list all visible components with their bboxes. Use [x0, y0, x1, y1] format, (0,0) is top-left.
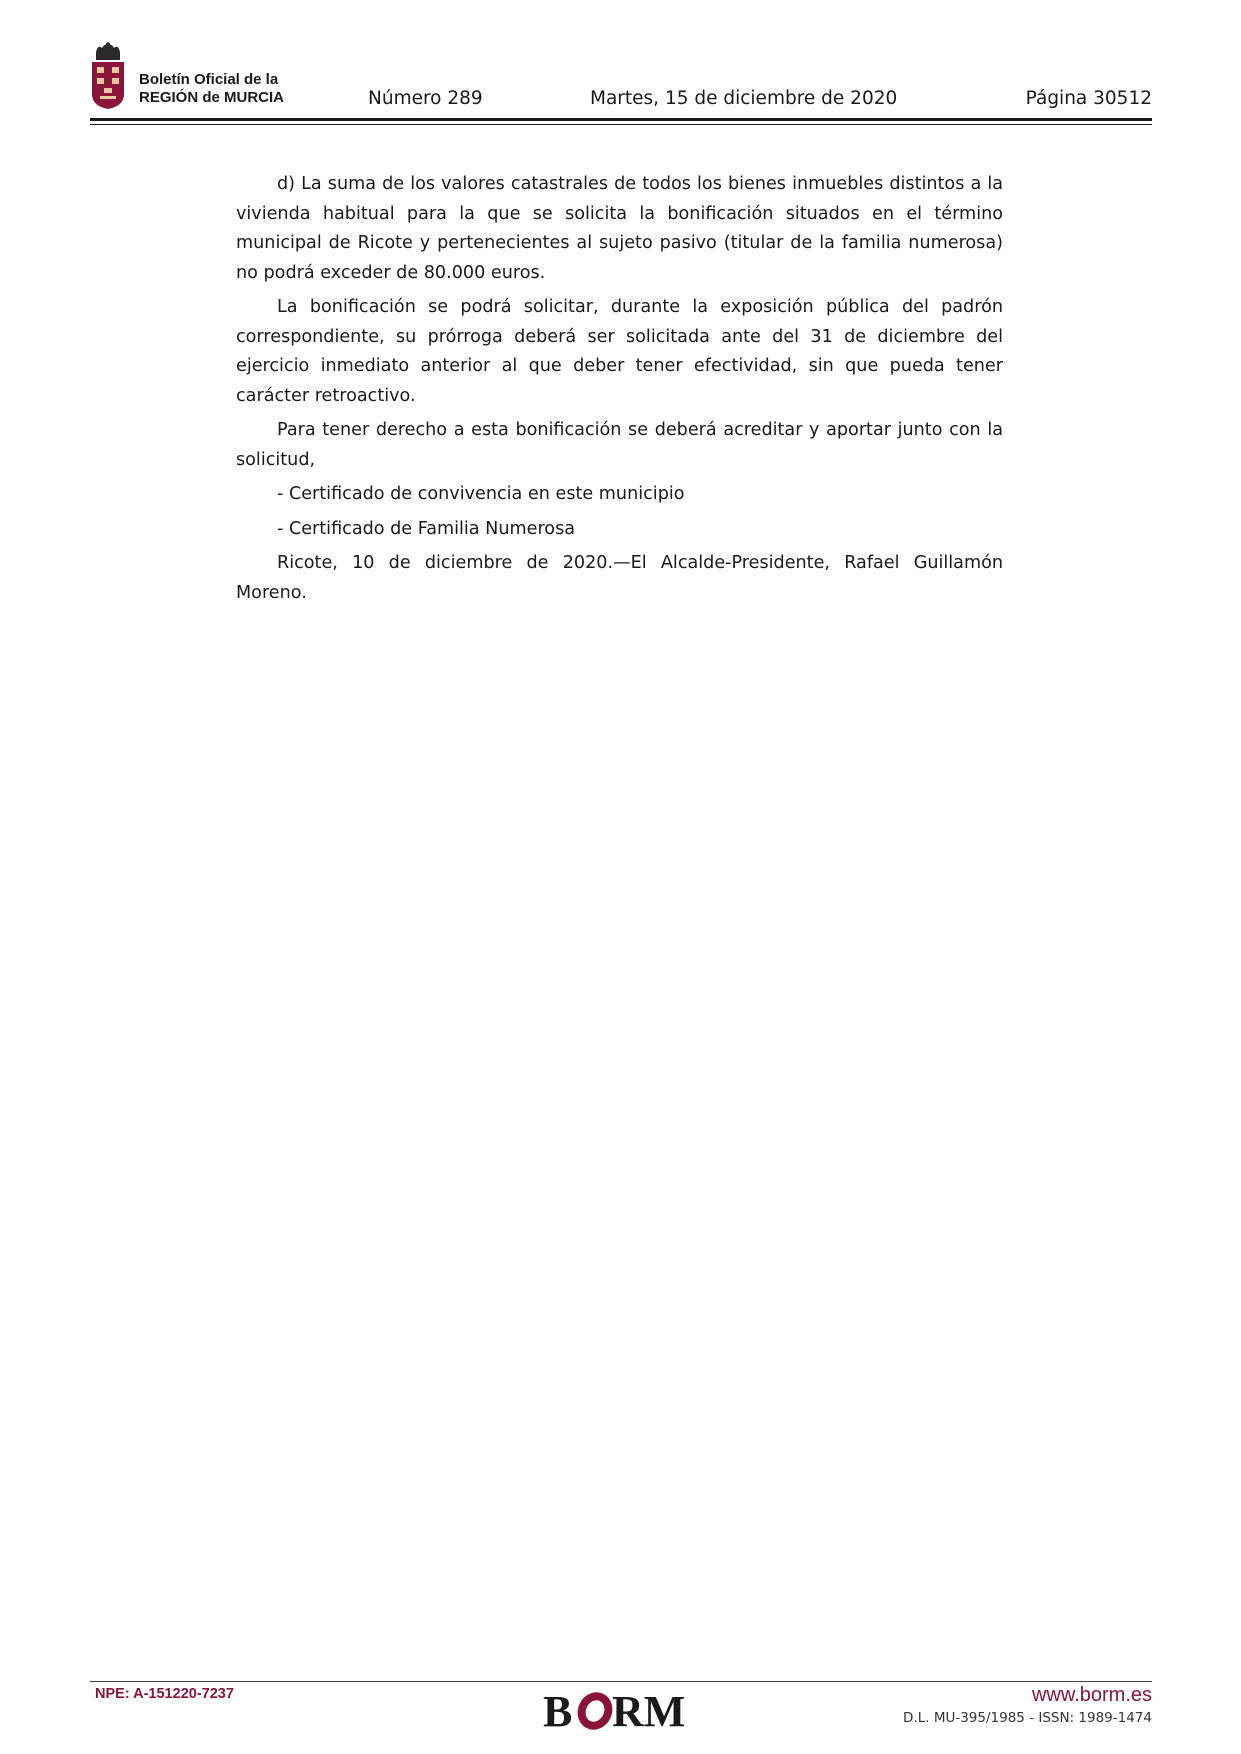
- body-list-item: - Certificado de convivencia en este municipio: [277, 484, 685, 504]
- legal-deposit: D.L. MU-395/1985 - ISSN: 1989-1474: [903, 1710, 1152, 1726]
- page-header: [90, 40, 1152, 122]
- borm-logo: [543, 1688, 699, 1732]
- region-murcia-coat-of-arms-icon: [90, 42, 126, 110]
- npe-code: NPE: A-151220-7237: [95, 1686, 234, 1702]
- body-paragraph: Para tener derecho a esta bonificación se deberá acreditar y aportar junto con la solicitud,: [236, 420, 1003, 470]
- brand-line-1: Boletín Oficial de la: [139, 71, 279, 88]
- document-body: [236, 170, 1003, 613]
- body-paragraph: La bonificación se podrá solicitar, durante la exposición pública del padrón correspondiente, su prórroga deberá ser solicitada ante del 31 de diciembre del ejercicio inmediato anterior al que deber tener efectividad, sin que pueda tener carácter retroactivo.: [236, 297, 1003, 406]
- body-list-item: - Certificado de Familia Numerosa: [277, 518, 576, 539]
- bulletin-brand: [139, 71, 284, 107]
- svg-text:RM: RM: [612, 1688, 686, 1732]
- header-divider-thin: [90, 124, 1152, 125]
- svg-text:B: B: [543, 1688, 573, 1732]
- header-divider-thick: [90, 118, 1152, 121]
- body-paragraph: d) La suma de los valores catastrales de todos los bienes inmuebles distintos a la vivienda habitual para la que se solicita la bonificación situados en el término municipal de Ricote y pertenecientes al sujeto pasivo (titular de la familia numerosa) no podrá exceder de 80.000 euros.: [236, 174, 1003, 283]
- footer-divider: [90, 1681, 1152, 1682]
- issue-date: Martes, 15 de diciembre de 2020: [590, 88, 898, 109]
- page-number: Página 30512: [1025, 88, 1152, 109]
- signature-paragraph: Ricote, 10 de diciembre de 2020.—El Alcalde-Presidente, Rafael Guillamón Moreno.: [236, 553, 1003, 603]
- brand-line-2: REGIÓN de MURCIA: [139, 89, 285, 106]
- website-link[interactable]: www.borm.es: [1031, 1684, 1152, 1706]
- issue-number: Número 289: [368, 88, 483, 109]
